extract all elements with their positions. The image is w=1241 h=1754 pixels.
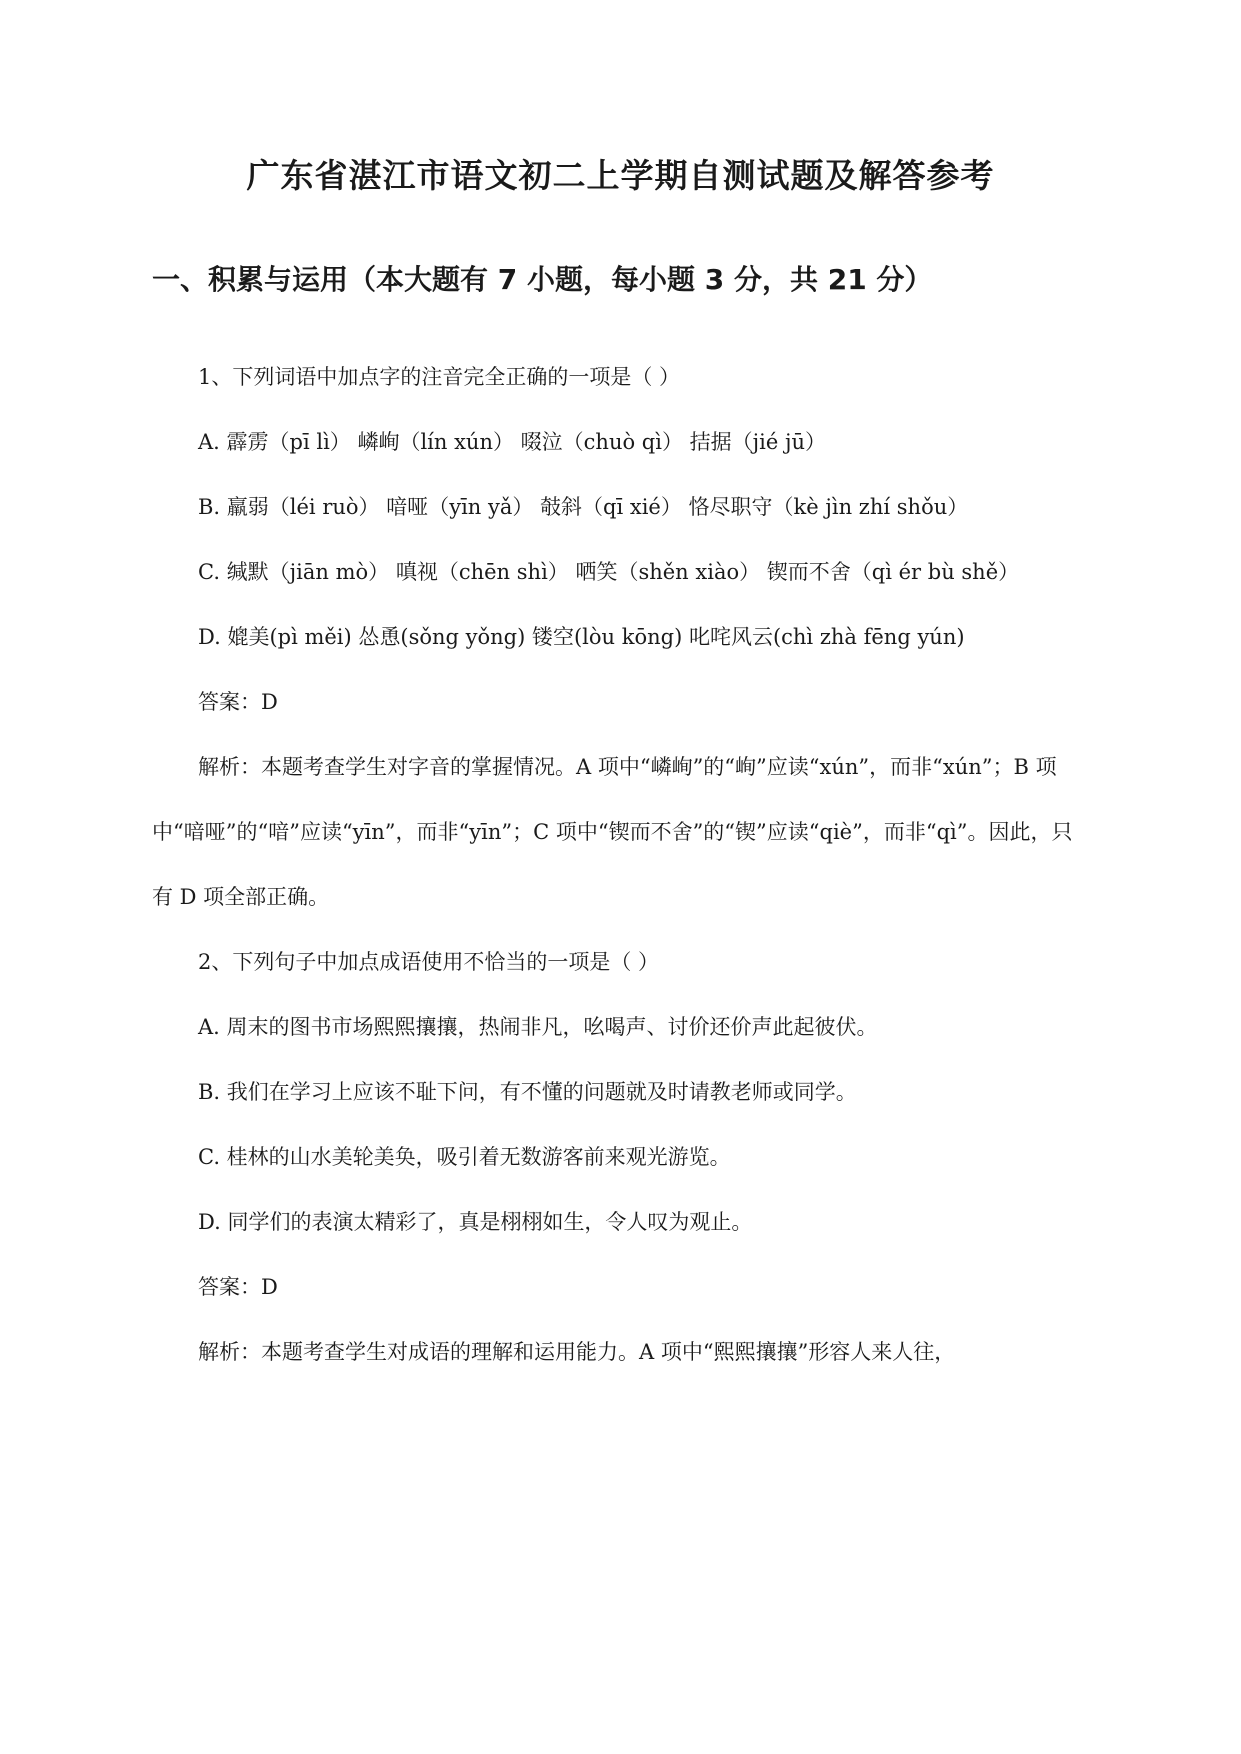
q2-option-c: C. 桂林的山水美轮美奂，吸引着无数游客前来观光游览。 [198,1145,731,1169]
q2-answer: 答案：D [198,1275,278,1299]
q1-option-b: B. 羸弱（léi ruò） 喑哑（yīn yǎ） 攲斜（qī xié） 恪尽职守（kè jìn zhí shǒu） [198,495,969,519]
q2-option-a: A. 周末的图书市场熙熙攘攘，热闹非凡，吆喝声、讨价还价声此起彼伏。 [198,1015,878,1039]
q1-analysis: 解析：本题考查学生对字音的掌握情况。A 项中“嶙峋”的“峋”应读“xún”，而非“xún”；B 项中“喑哑”的“喑”应读“yīn”，而非“yīn”；C 项中“锲而不舍”的“锲”应读“qiè”，而非“qì”。因此，只有 D 项全部正确。 [152,755,1073,909]
q1-answer: 答案：D [198,690,278,714]
section-heading: 一、积累与运用（本大题有 7 小题，每小题 3 分，共 21 分） [152,263,933,296]
q1-option-d: D. 媲美(pì měi) 怂恿(sǒng yǒng) 镂空(lòu kōng) 叱咤风云(chì zhà fēng yún) [198,625,965,649]
question-content [152,345,1090,1385]
q2-option-b: B. 我们在学习上应该不耻下问，有不懂的问题就及时请教老师或同学。 [198,1080,857,1104]
q1-option-c: C. 缄默（jiān mò） 嗔视（chēn shì） 哂笑（shěn xiào） 锲而不舍（qì ér bù shě） [198,560,1020,584]
q2-analysis: 解析：本题考查学生对成语的理解和运用能力。A 项中“熙熙攘攘”形容人来人往， [198,1340,956,1364]
document-title: 广东省湛江市语文初二上学期自测试题及解答参考 [246,156,995,195]
q1-option-a: A. 霹雳（pī lì） 嶙峋（lín xún） 啜泣（chuò qì） 拮据（jié jū） [198,430,826,454]
q1-stem: 1、下列词语中加点字的注音完全正确的一项是（ ） [198,365,681,389]
q2-option-d: D. 同学们的表演太精彩了，真是栩栩如生，令人叹为观止。 [198,1210,753,1234]
q2-stem: 2、下列句子中加点成语使用不恰当的一项是（ ） [198,950,660,974]
